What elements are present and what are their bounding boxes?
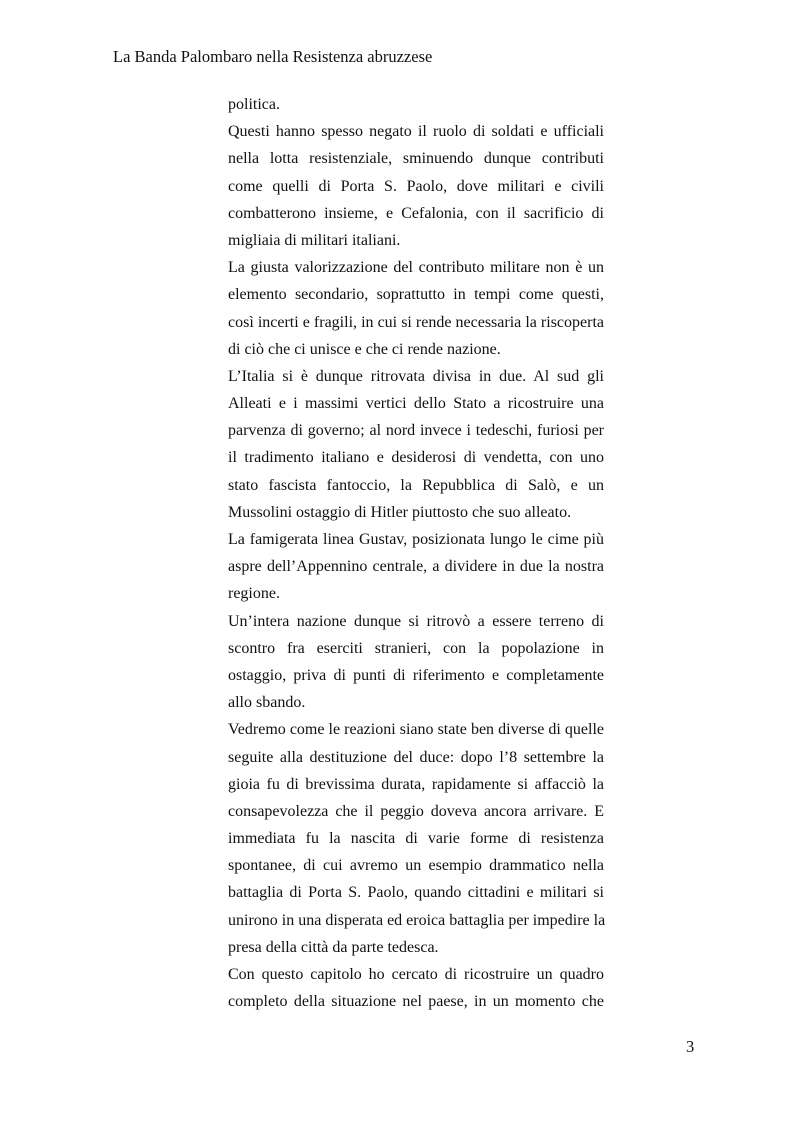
- paragraph: [228, 716, 604, 961]
- text-line: così incerti e fragili, in cui si rende necessaria la riscoperta: [228, 313, 604, 331]
- paragraph: [228, 91, 604, 118]
- paragraph: [228, 118, 604, 254]
- text-line: La giusta valorizzazione del contributo militare non è un: [228, 259, 604, 277]
- text-line: consapevolezza che il peggio doveva ancora arrivare. E: [228, 802, 604, 820]
- paragraph: [228, 526, 604, 608]
- text-line: come quelli di Porta S. Paolo, dove militari e civili: [228, 177, 604, 195]
- body-text: [228, 91, 604, 1015]
- paragraph: [228, 254, 604, 363]
- text-line: ostaggio, priva di punti di riferimento e completamente: [228, 666, 604, 684]
- text-line: La famigerata linea Gustav, posizionata lungo le cime più: [228, 531, 604, 548]
- text-line: scontro fra eserciti stranieri, con la popolazione in: [228, 639, 604, 657]
- text-line: spontanee, di cui avremo un esempio drammatico nella: [228, 857, 604, 875]
- running-header: La Banda Palombaro nella Resistenza abruzzese: [113, 47, 433, 66]
- paragraph: [228, 608, 604, 717]
- text-line: regione.: [228, 585, 280, 603]
- text-line: seguite alla destituzione del duce: dopo l’8 settembre la: [228, 748, 604, 766]
- text-line: unirono in una disperata ed eroica battaglia per impedire la: [228, 911, 606, 929]
- paragraph: [228, 961, 604, 1015]
- paragraph: [228, 363, 604, 526]
- text-line: battaglia di Porta S. Paolo, quando cittadini e militari si: [228, 884, 604, 902]
- text-line: Mussolini ostaggio di Hitler piuttosto che suo alleato.: [228, 503, 572, 521]
- text-line: nella lotta resistenziale, sminuendo dunque contributi: [228, 150, 604, 168]
- text-line: migliaia di militari italiani.: [228, 231, 401, 249]
- page-number: 3: [686, 1037, 695, 1056]
- text-line: presa della città da parte tedesca.: [228, 938, 439, 956]
- text-line: politica.: [228, 96, 280, 113]
- text-line: Alleati e i massimi vertici dello Stato a ricostruire una: [228, 395, 604, 413]
- text-line: Vedremo come le reazioni siano state ben diverse di quelle: [228, 721, 604, 739]
- text-line: il tradimento italiano e desiderosi di vendetta, con uno: [228, 449, 604, 467]
- text-line: allo sbando.: [228, 694, 306, 712]
- text-line: L’Italia si è dunque ritrovata divisa in due. Al sud gli: [228, 367, 604, 385]
- text-line: aspre dell’Appennino centrale, a dividere in due la nostra: [228, 558, 604, 576]
- text-line: parvenza di governo; al nord invece i tedeschi, furiosi per: [228, 422, 604, 440]
- text-line: combatterono insieme, e Cefalonia, con il sacrificio di: [228, 204, 604, 222]
- text-line: completo della situazione nel paese, in un momento che: [228, 993, 604, 1011]
- text-line: gioia fu di brevissima durata, rapidamente si affacciò la: [228, 775, 604, 793]
- text-line: stato fascista fantoccio, la Repubblica di Salò, e un: [228, 476, 604, 494]
- text-line: elemento secondario, soprattutto in tempi come questi,: [228, 286, 604, 304]
- text-line: Un’intera nazione dunque si ritrovò a essere terreno di: [228, 612, 604, 630]
- text-line: Questi hanno spesso negato il ruolo di soldati e ufficiali: [228, 123, 604, 141]
- text-line: immediata fu la nascita di varie forme di resistenza: [228, 830, 604, 848]
- text-line: di ciò che ci unisce e che ci rende nazione.: [228, 340, 501, 358]
- text-line: Con questo capitolo ho cercato di ricostruire un quadro: [228, 966, 604, 983]
